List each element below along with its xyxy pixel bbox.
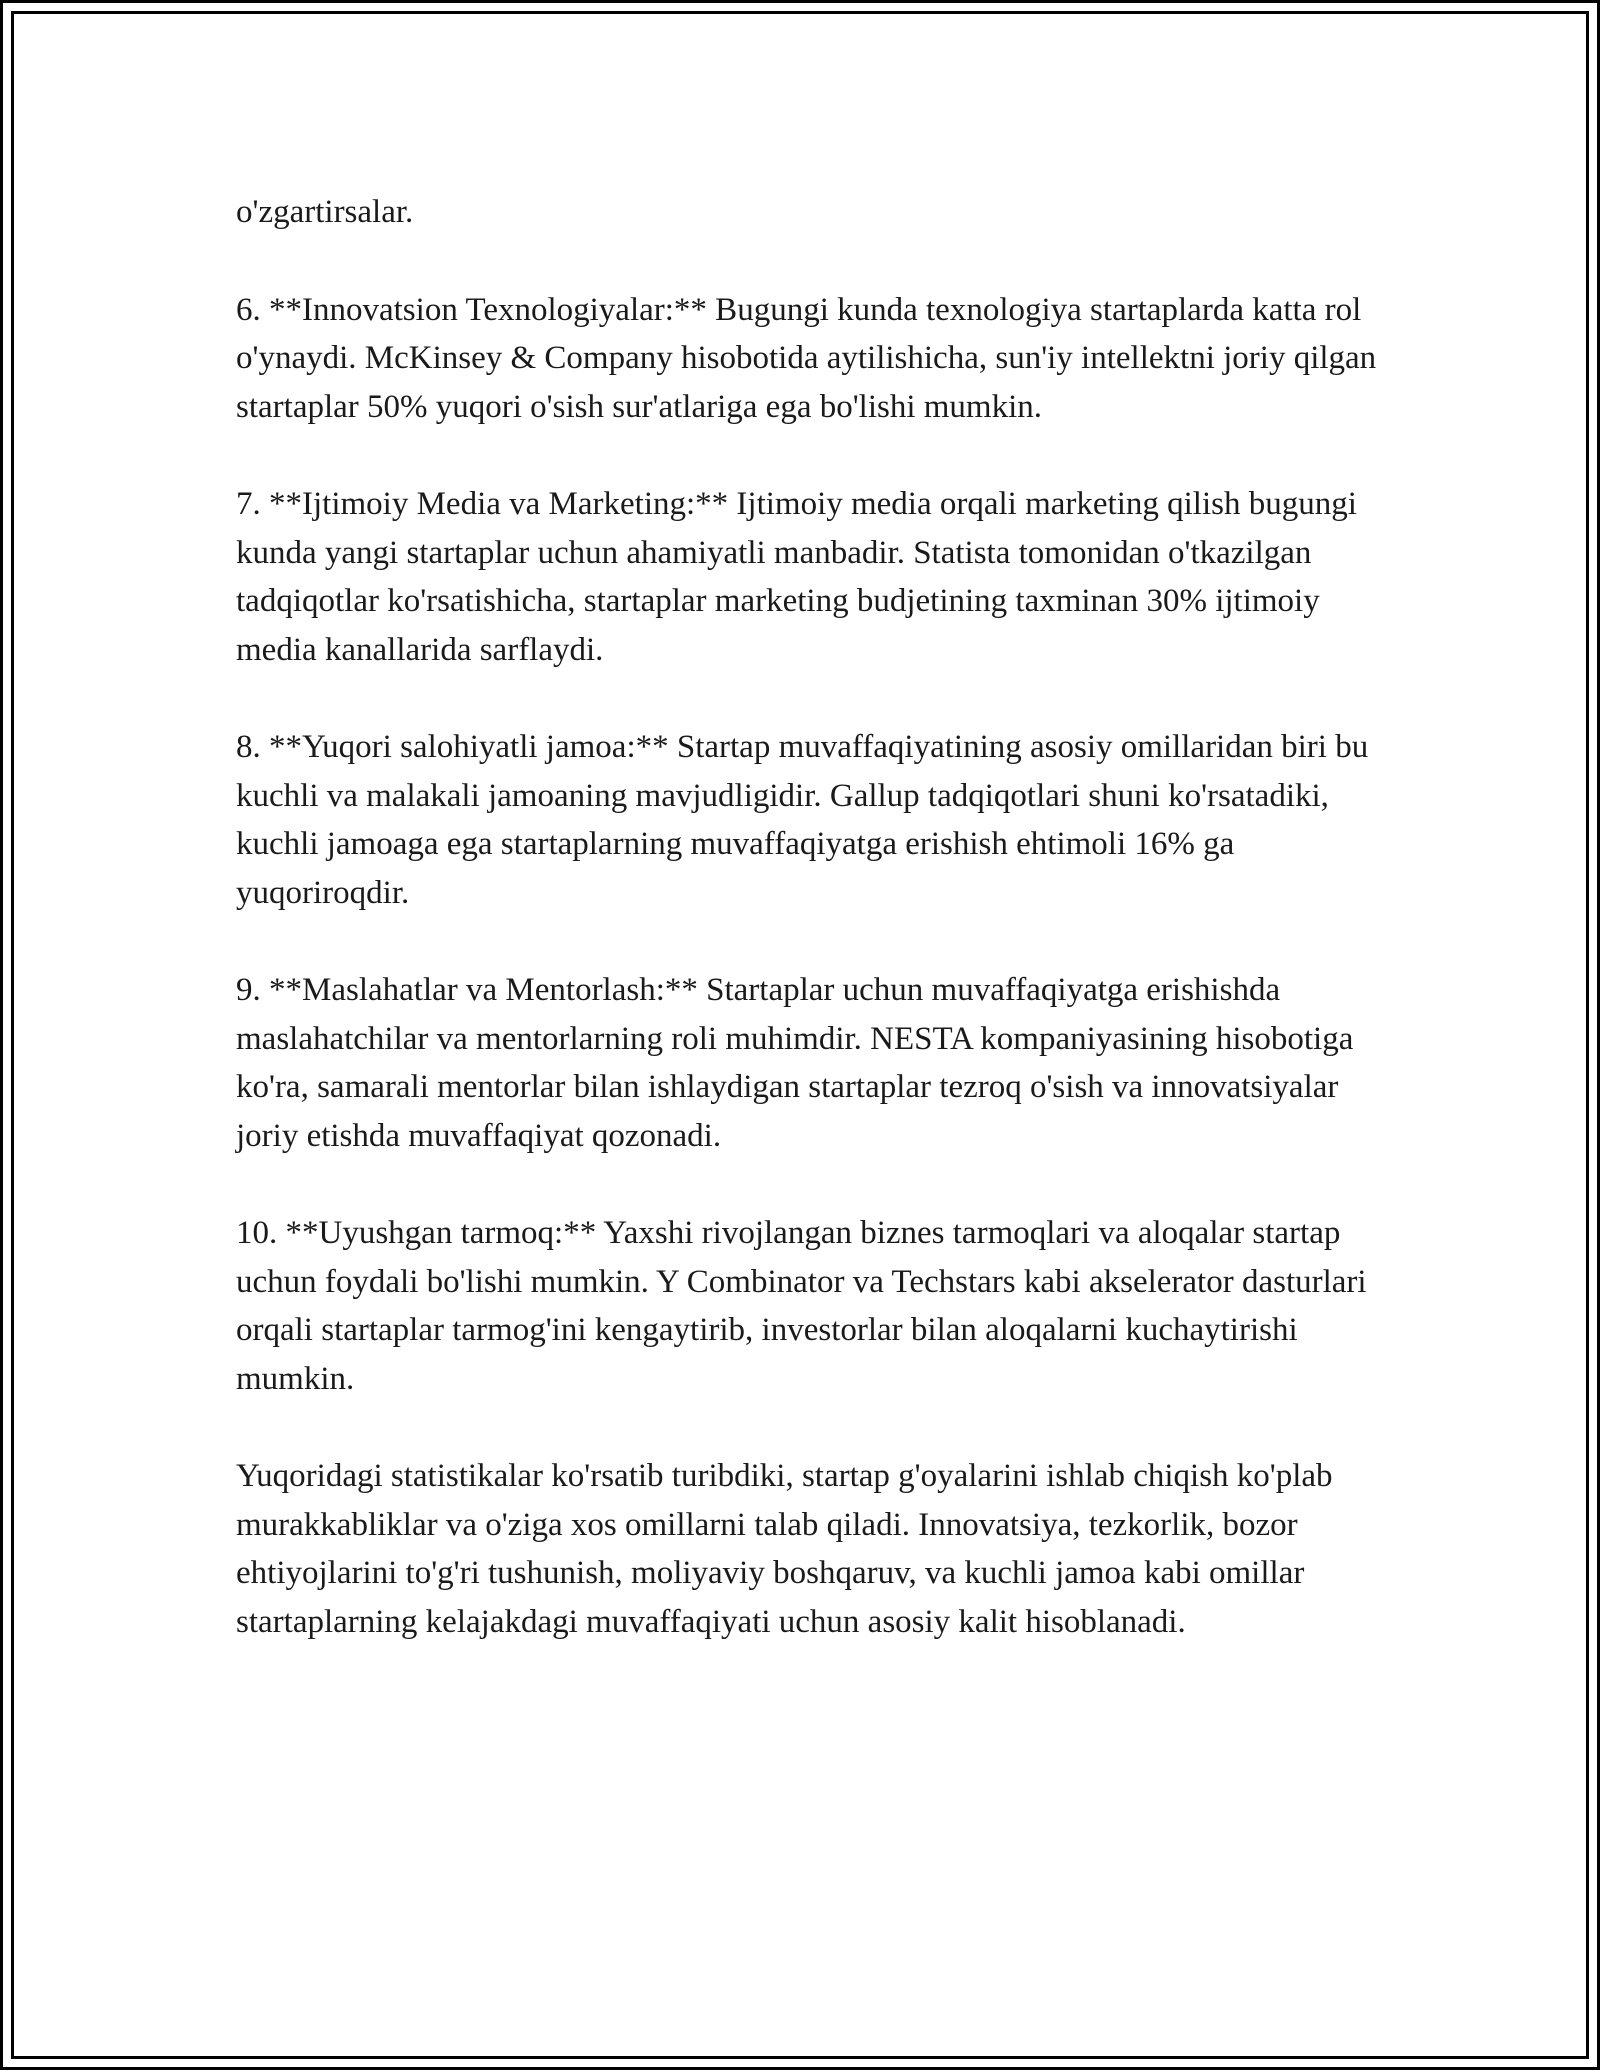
paragraph-item-8: 8. **Yuqori salohiyatli jamoa:** Startap muvaffaqiyatining asosiy omillaridan biri bu kuchli va malakali jamoaning mavjudligidir. Gallup tadqiqotlari shuni ko'rsatadiki, kuchli jamoaga ega startaplarning muvaffaqiyatga erishish ehtimoli 16% ga yuqoriroqdir. [236, 729, 1369, 911]
document-body [236, 188, 1386, 1695]
paragraph-item-9: 9. **Maslahatlar va Mentorlash:** Startaplar uchun muvaffaqiyatga erishishda maslahatchilar va mentorlarning roli muhimdir. NESTA kompaniyasining hisobotiga ko'ra, samarali mentorlar bilan ishlaydigan startaplar tezroq o'sish va innovatsiyalar joriy etishda muvaffaqiyat qozonadi. [236, 972, 1354, 1154]
paragraph-conclusion: Yuqoridagi statistikalar ko'rsatib turibdiki, startap g'oyalarini ishlab chiqish ko'plab murakkabliklar va o'ziga xos omillarni talab qiladi. Innovatsiya, tezkorlik, bozor ehtiyojlarini to'g'ri tushunish, moliyaviy boshqaruv, va kuchli jamoa kabi omillar startaplarning kelajakdagi muvaffaqiyati uchun asosiy kalit hisoblanadi. [236, 1458, 1333, 1640]
paragraph-item-10: 10. **Uyushgan tarmoq:** Yaxshi rivojlangan biznes tarmoqlari va aloqalar startap uchun foydali bo'lishi mumkin. Y Combinator va Techstars kabi akselerator dasturlari orqali startaplar tarmog'ini kengaytirib, investorlar bilan aloqalarni kuchaytirishi mumkin. [236, 1215, 1367, 1397]
paragraph-item-6: 6. **Innovatsion Texnologiyalar:** Bugungi kunda texnologiya startaplarda katta rol o'ynaydi. McKinsey & Company hisobotida aytilishicha, sun'iy intellektni joriy qilgan startaplar 50% yuqori o'sish sur'atlariga ega bo'lishi mumkin. [236, 291, 1377, 425]
paragraph-item-7: 7. **Ijtimoiy Media va Marketing:** Ijtimoiy media orqali marketing qilish bugungi kunda yangi startaplar uchun ahamiyatli manbadir. Statista tomonidan o'tkazilgan tadqiqotlar ko'rsatishicha, startaplar marketing budjetining taxminan 30% ijtimoiy media kanallarida sarflaydi. [236, 486, 1357, 668]
paragraph-continuation: o'zgartirsalar. [236, 194, 414, 230]
